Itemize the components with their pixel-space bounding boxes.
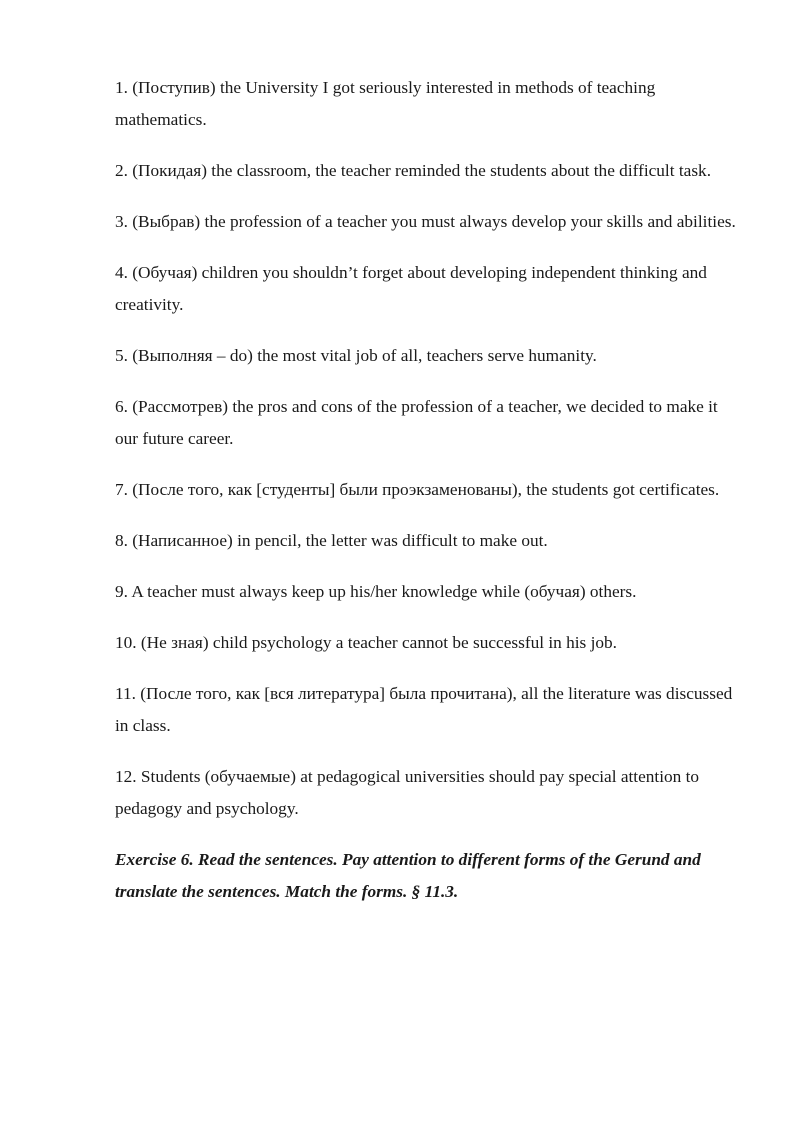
sentence-7: 7. (После того, как [студенты] были проэкзаменованы), the students got certificates.: [115, 480, 720, 499]
exercise-6-heading: Exercise 6. Read the sentences. Pay attention to different forms of the Gerund and translate the sentences. Match the forms. § 11.3.: [115, 850, 701, 901]
sentence-11: 11. (После того, как [вся литература] была прочитана), all the literature was discussed in class.: [115, 684, 733, 735]
sentence-10: 10. (Не зная) child psychology a teacher cannot be successful in his job.: [115, 633, 617, 652]
sentence-12: 12. Students (обучаемые) at pedagogical universities should pay special attention to pedagogy and psychology.: [115, 767, 700, 818]
sentence-1: 1. (Поступив) the University I got seriously interested in methods of teaching mathematics.: [115, 78, 656, 129]
sentence-2: 2. (Покидая) the classroom, the teacher reminded the students about the difficult task.: [115, 161, 712, 180]
sentence-4: 4. (Обучая) children you shouldn’t forget about developing independent thinking and creativity.: [115, 263, 707, 314]
sentence-6: 6. (Рассмотрев) the pros and cons of the profession of a teacher, we decided to make it our future career.: [115, 397, 718, 448]
document-content: [115, 72, 745, 908]
sentence-5: 5. (Выполняя – do) the most vital job of all, teachers serve humanity.: [115, 346, 597, 365]
sentence-3: 3. (Выбрав) the profession of a teacher you must always develop your skills and abilities.: [115, 212, 736, 231]
sentence-8: 8. (Написанное) in pencil, the letter was difficult to make out.: [115, 531, 548, 550]
sentence-9: 9. A teacher must always keep up his/her knowledge while (обучая) others.: [115, 582, 637, 601]
